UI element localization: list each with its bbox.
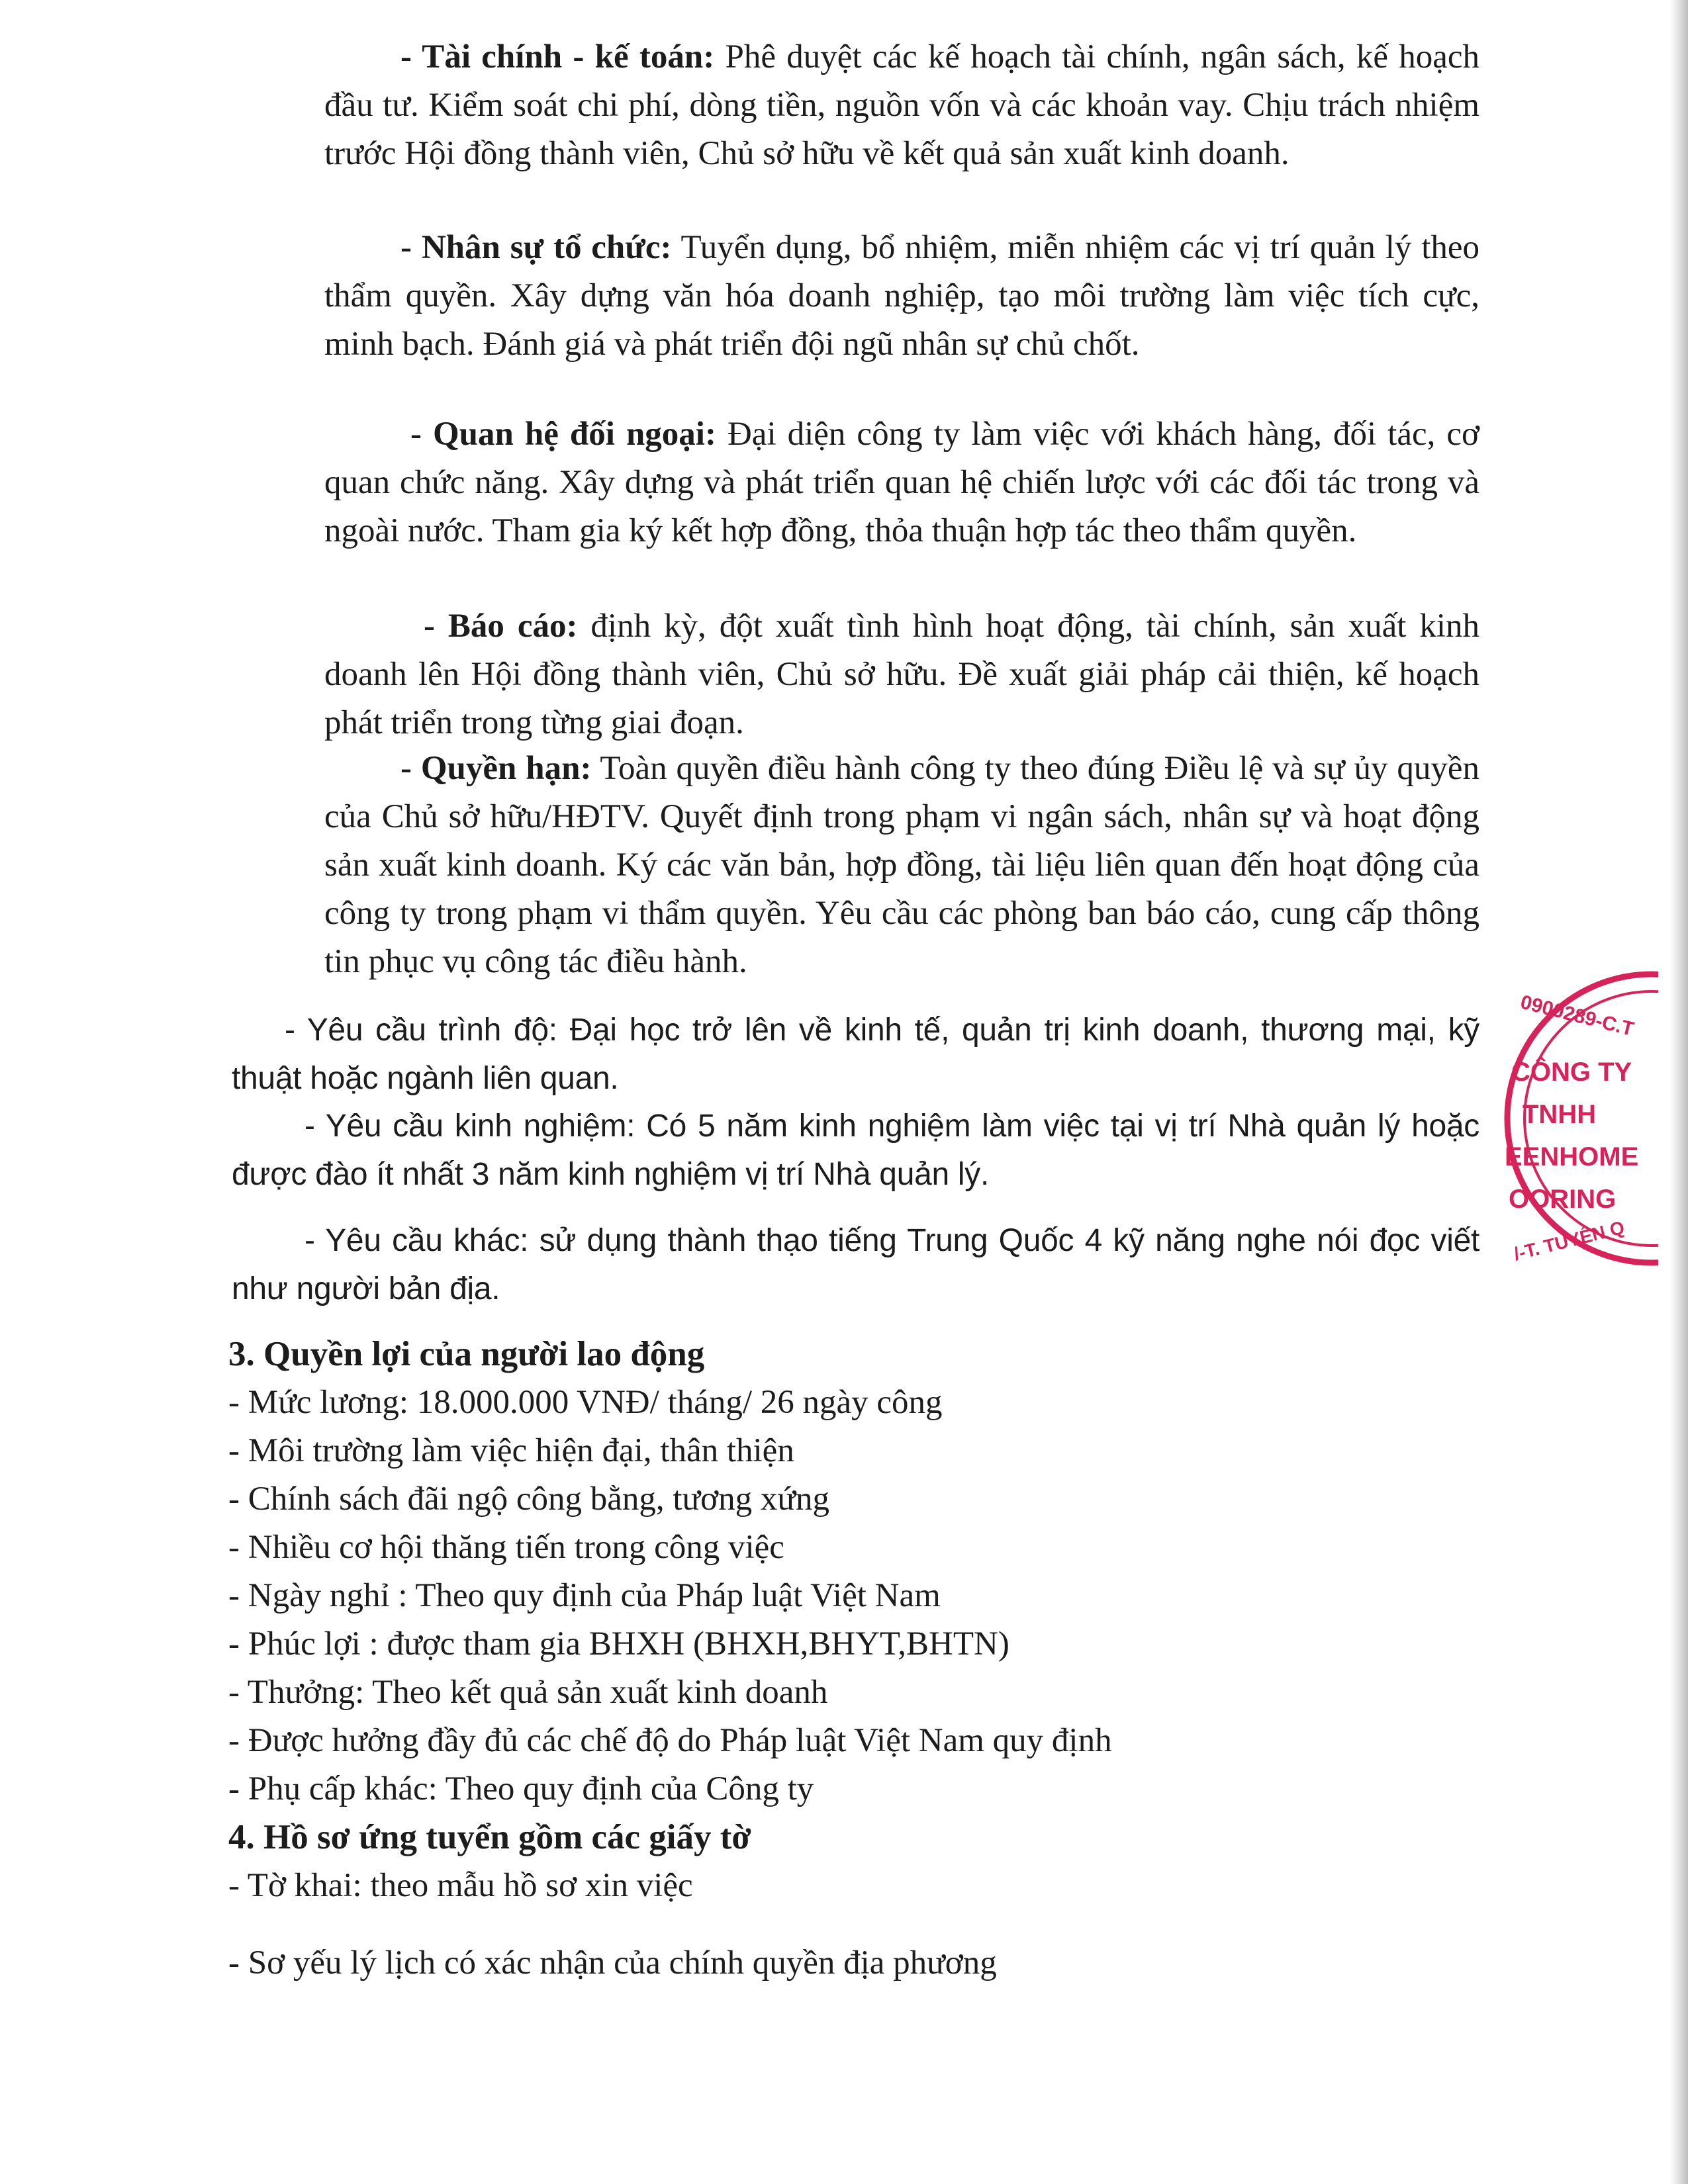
list-item: - Phụ cấp khác: Theo quy định của Công ty <box>228 1770 814 1807</box>
list-item: - Phúc lợi : được tham gia BHXH (BHXH,BHYT,BHTN) <box>228 1625 1009 1662</box>
scan-edge-shadow <box>1669 0 1688 2184</box>
section-benefits-heading: 3. Quyền lợi của người lao động <box>228 1335 705 1373</box>
duty-external-relations: - Quan hệ đối ngoại: Đại diện công ty làm việc với khách hàng, đối tác, cơ quan chức năng. Xây dựng và phát triển quan hệ chiến lược với các đối tác trong và ngoài nước. Tham gia ký kết hợp đồng, thỏa thuận hợp tác theo thẩm quyền. <box>324 416 1479 549</box>
requirement-experience: - Yêu cầu kinh nghiệm: Có 5 năm kinh nghiệm làm việc tại vị trí Nhà quản lý hoặc được đào ít nhất 3 năm kinh nghiệm vị trí Nhà quản lý. <box>232 1109 1479 1192</box>
list-item: - Nhiều cơ hội thăng tiến trong công việc <box>228 1529 784 1566</box>
duty-authority: - Quyền hạn: Toàn quyền điều hành công ty theo đúng Điều lệ và sự ủy quyền của Chủ sở hữu/HĐTV. Quyết định trong phạm vi ngân sách, nhân sự và hoạt động sản xuất kinh doanh. Ký các văn bản, hợp đồng, tài liệu liên quan đến hoạt động của công ty trong phạm vi thẩm quyền. Yêu cầu các phòng ban báo cáo, cung cấp thông tin phục vụ công tác điều hành. <box>324 750 1480 980</box>
duty-hr: - Nhân sự tổ chức: Tuyển dụng, bổ nhiệm, miễn nhiệm các vị trí quản lý theo thẩm quyền. Xây dựng văn hóa doanh nghiệp, tạo môi trường làm việc tích cực, minh bạch. Đánh giá và phát triển đội ngũ nhân sự chủ chốt. <box>324 229 1480 363</box>
list-item: - Sơ yếu lý lịch có xác nhận của chính quyền địa phương <box>228 1944 997 1981</box>
list-item: - Môi trường làm việc hiện đại, thân thiện <box>228 1432 794 1469</box>
list-item: - Tờ khai: theo mẫu hồ sơ xin việc <box>228 1867 693 1904</box>
company-seal-stamp <box>1499 970 1658 1267</box>
seal-bottom-text: /-T. TUYÊN Q <box>1511 1216 1627 1265</box>
list-item: - Ngày nghỉ : Theo quy định của Pháp luật Việt Nam <box>228 1577 941 1614</box>
seal-line-4: OORING <box>1509 1185 1617 1214</box>
requirement-education: - Yêu cầu trình độ: Đại học trở lên về kinh tế, quản trị kinh doanh, thương mại, kỹ thuật hoặc ngành liên quan. <box>232 1013 1479 1096</box>
list-item: - Được hưởng đầy đủ các chế độ do Pháp luật Việt Nam quy định <box>228 1722 1112 1759</box>
list-item: - Thưởng: Theo kết quả sản xuất kinh doanh <box>228 1674 828 1711</box>
section-application-heading: 4. Hồ sơ ứng tuyển gồm các giấy tờ <box>228 1818 751 1856</box>
requirement-other: - Yêu cầu khác: sử dụng thành thạo tiếng Trung Quốc 4 kỹ năng nghe nói đọc viết như người bản địa. <box>232 1223 1479 1306</box>
seal-line-2: TNHH <box>1523 1100 1597 1129</box>
list-item: - Mức lương: 18.000.000 VNĐ/ tháng/ 26 ngày công <box>228 1384 943 1421</box>
duty-finance: - Tài chính - kế toán: Phê duyệt các kế hoạch tài chính, ngân sách, kế hoạch đầu tư. Kiểm soát chi phí, dòng tiền, nguồn vốn và các khoản vay. Chịu trách nhiệm trước Hội đồng thành viên, Chủ sở hữu về kết quả sản xuất kinh doanh. <box>324 38 1479 172</box>
seal-line-1: CÔNG TY <box>1511 1058 1632 1087</box>
seal-arc-text: 0900289-C.T <box>1518 991 1636 1041</box>
list-item: - Chính sách đãi ngộ công bằng, tương xứng <box>228 1480 830 1518</box>
seal-line-3: EENHOME <box>1505 1142 1639 1171</box>
duty-reporting: - Báo cáo: định kỳ, đột xuất tình hình hoạt động, tài chính, sản xuất kinh doanh lên Hội đồng thành viên, Chủ sở hữu. Đề xuất giải pháp cải thiện, kế hoạch phát triển trong từng giai đoạn. <box>324 608 1479 741</box>
